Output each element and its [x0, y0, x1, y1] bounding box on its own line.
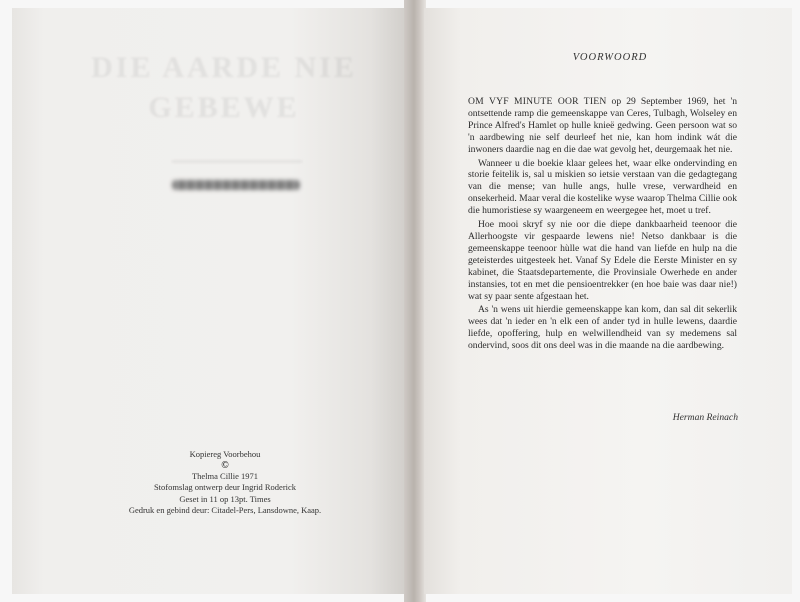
paragraph-1-text: op 29 September 1969, het 'n ontsettende ramp die gemeenskappe van Ceres, Tulbagh, Wolseley en Prince Alfred's Hamlet op hulle knieë gedwing. Geen persoon wat so 'n aardbewing nie self deurleef het nie, kan hom indink wát die inwoners daardie nag en die dae wat gevolg het, deurgemaak het nie. — [468, 96, 738, 155]
bleed-through-line — [172, 160, 302, 163]
paragraph-3: Hoe mooi skryf sy nie oor die diepe dankbaarheid teenoor die Allerhoogste vir gespaarde lewens nie! Netso dankbaar is die gemeenskappe teenoor hùlle wat die hand van liefde en hulp na die geteisterdes uitgesteek het. Vanaf Sy Edele die Eerste Minister en sy kabinet, die Staatsdepartemente, die Provinsiale Owerhede en ander instansies, tot en met die pensioentrekker (en hoe baie was daar nie!) wat sy paar sente afgestaan het. — [468, 219, 737, 302]
colophon — [90, 449, 360, 516]
copyright-symbol: © — [221, 460, 229, 472]
paragraph-1-lead: OM VYF MINUTE OOR TIEN — [468, 96, 607, 107]
paragraph-1 — [468, 96, 737, 156]
author-signature: Herman Reinach — [672, 412, 738, 423]
bleed-through-text: DIE AARDE NIE GEBEWE — [91, 51, 357, 124]
colophon-cover-design: Stofomslag ontwerp deur Ingrid Roderick — [153, 482, 297, 493]
paragraph-2: Wanneer u die boekie klaar gelees het, waar elke ondervinding en storie feitelik is, sal u miskien so ietsie verstaan van die gedagtegang van die mense; van hulle angs, hulle vrese, verwardheid en onsekerheid. Maar veral die kostelike wyse waarop Thelma Cillie ook die humoristiese sy waargeneem en weergegee het, moet u tref. — [468, 157, 737, 217]
book-gutter — [404, 0, 426, 602]
colophon-typeset: Geset in 11 op 13pt. Times — [179, 493, 271, 504]
blurred-owner-inscription — [172, 180, 300, 190]
colophon-copyright-reserved: Kopiereg Voorbehou — [189, 449, 261, 459]
paragraph-4: As 'n wens uit hierdie gemeenskappe kan kom, dan sal dit sekerlik wees dat 'n ieder en 'n elk een of ander tyd in hulle lewens, daardie liefde, opoffering, hulp en welwillendheid van sy medemens sal ondervind, soos dit ons deel was in die maande na die aardbewing. — [468, 304, 737, 352]
colophon-author-year: Thelma Cillie 1971 — [191, 471, 259, 482]
page-title: VOORWOORD — [572, 52, 648, 63]
colophon-printer: Gedruk en gebind deur: Citadel-Pers, Lansdowne, Kaap. — [128, 504, 322, 515]
foreword-body — [468, 96, 737, 354]
